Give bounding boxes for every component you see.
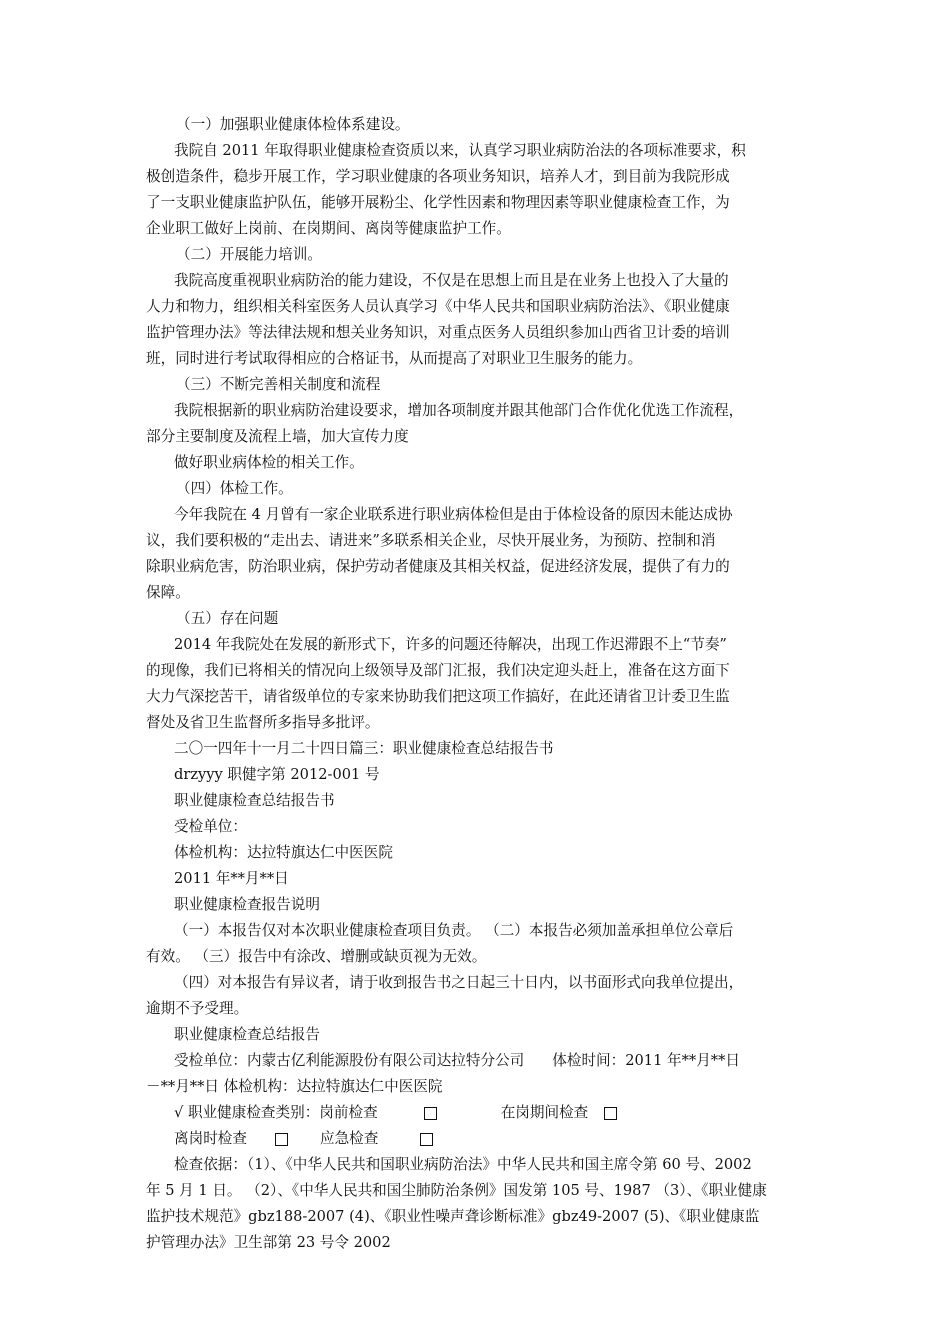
basis-line: 监护技术规范》gbz188-2007 (4)、《职业性噪声聋诊断标准》gbz49-2007 (5)、《职业健康监 [146,1208,760,1225]
summary-unit-line [146,1048,816,1074]
summary-unit: 受检单位：内蒙古亿利能源股份有限公司达拉特分公司 [174,1052,525,1069]
basis-line: 检查依据：（1）、《中华人民共和国职业病防治法》中华人民共和国主席令第 60 号、2002 [174,1156,752,1173]
option-on-job: 在岗期间检查 [500,1104,589,1121]
checkbox-leaving-job[interactable] [275,1133,288,1146]
section-4-line: 今年我院在 4 月曾有一家企业联系进行职业病体检但是由于体检设备的原因未能达成协 [174,506,733,523]
exam-category-line-2 [146,1126,816,1152]
section-1-line: 我院自 2011 年取得职业健康检查资质以来，认真学习职业病防治法的各项标准要求，积 [174,142,746,159]
report-inspected-unit: 受检单位： [174,818,247,835]
report-title: 职业健康检查总结报告书 [174,792,335,809]
report-note-line: （一）本报告仅对本次职业健康检查项目负责。 （二）本报告必须加盖承担单位公章后 [174,922,734,939]
section-4-line: 保障。 [146,584,190,601]
section-1-heading: （一）加强职业健康体检体系建设。 [176,116,410,133]
section-5-line: 大力气深挖苦干，请省级单位的专家来协助我们把这项工作搞好，在此还请省卫计委卫生监 [146,688,730,705]
basis-line: 年 5 月 1 日。 （2）、《中华人民共和国尘肺防治条例》国发第 105 号、1987 （3）、《职业健康 [146,1182,767,1199]
basis-line: 护管理办法》卫生部第 23 号令 2002 [146,1234,391,1251]
section-2-line: 班，同时进行考试取得相应的合格证书，从而提高了对职业卫生服务的能力。 [146,350,643,367]
summary-exam-time: 体检时间：2011 年**月**日 [552,1052,740,1069]
section-2-heading: （二）开展能力培训。 [176,246,322,263]
report-note-line: 有效。 （三）报告中有涂改、增删或缺页视为无效。 [146,948,487,965]
section-3-line: 部分主要制度及流程上墙，加大宣传力度 [146,428,409,445]
section-5-heading: （五）存在问题 [176,610,279,627]
option-emergency: 应急检查 [319,1130,379,1147]
section-1-line: 企业职工做好上岗前、在岗期间、离岗等健康监护工作。 [146,220,511,237]
report-notes-title: 职业健康检查报告说明 [174,896,320,913]
section-3-heading: （三）不断完善相关制度和流程 [176,376,381,393]
document-page [146,112,816,1256]
section-4-line: 除职业病危害，防治职业病，保护劳动者健康及其相关权益，促进经济发展，提供了有力的 [146,558,730,575]
summary-unit-line-2: －**月**日 体检机构：达拉特旗达仁中医医院 [146,1078,443,1095]
option-pre-job: 岗前检查 [319,1104,378,1121]
report-note-line: （四）对本报告有异议者，请于收到报告书之日起三十日内，以书面形式向我单位提出， [174,974,744,991]
section-4-heading: （四）体检工作。 [176,480,293,497]
report-date: 2011 年**月**日 [174,870,289,887]
report-doc-number: drzyyy 职健字第 2012-001 号 [174,766,380,783]
option-leaving-job: 离岗时检查 [174,1130,247,1147]
section-1-line: 了一支职业健康监护队伍，能够开展粉尘、化学性因素和物理因素等职业健康检查工作，为 [146,194,730,211]
section-3-extra: 做好职业病体检的相关工作。 [174,454,364,471]
checkbox-emergency[interactable] [420,1133,433,1146]
section-5-line: 督处及省卫生监督所多指导多批评。 [146,714,380,731]
section-1-line: 极创造条件，稳步开展工作，学习职业健康的各项业务知识，培养人才，到目前为我院形成 [146,168,730,185]
summary-title: 职业健康检查总结报告 [174,1026,320,1043]
checkbox-pre-job[interactable] [424,1107,437,1120]
section-2-line: 监护管理办法》等法律法规和想关业务知识，对重点医务人员组织参加山西省卫计委的培训 [146,324,730,341]
exam-category-line [146,1100,816,1126]
section-2-line: 人力和物力，组织相关科室医务人员认真学习《中华人民共和国职业病防治法》、《职业健康 [146,298,730,315]
section-3-line: 我院根据新的职业病防治建设要求，增加各项制度并跟其他部门合作优化优选工作流程， [174,402,744,419]
section-4-line: 议，我们要积极的“走出去、请进来”多联系相关企业，尽快开展业务，为预防、控制和消 [146,532,716,549]
report-date-line: 二〇一四年十一月二十四日篇三：职业健康检查总结报告书 [174,740,554,757]
section-2-line: 我院高度重视职业病防治的能力建设，不仅是在思想上而且是在业务上也投入了大量的 [174,272,729,289]
report-institution: 体检机构：达拉特旗达仁中医医院 [174,844,393,861]
exam-category-label: √ 职业健康检查类别： [174,1104,320,1121]
report-note-line: 逾期不予受理。 [146,1000,249,1017]
section-5-line: 2014 年我院处在发展的新形式下，许多的问题还待解决，出现工作迟滞跟不上“节奏” [174,636,727,653]
checkbox-on-job[interactable] [604,1107,617,1120]
section-5-line: 的现像，我们已将相关的情况向上级领导及部门汇报，我们决定迎头赶上，准备在这方面下 [146,662,730,679]
